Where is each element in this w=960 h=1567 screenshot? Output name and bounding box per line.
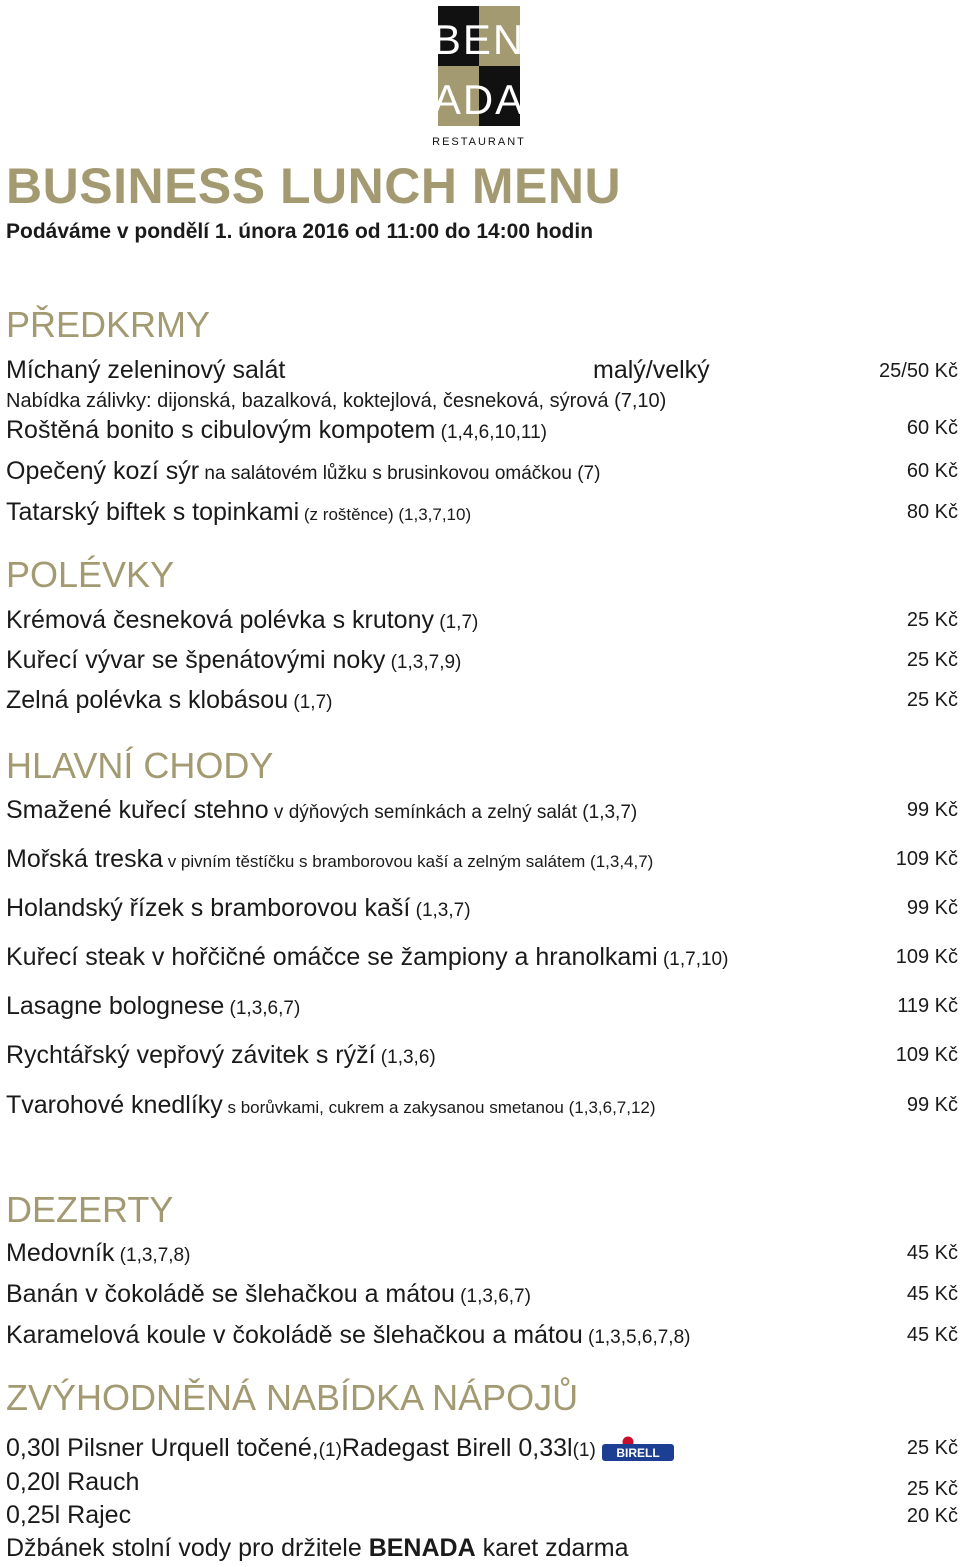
menu-item-extra: (1,7) [434,612,479,633]
menu-item-price: 119 Kč [897,995,958,1017]
menu-item-price: 25/50 Kč [879,360,958,382]
menu-item-extra: (1,3,6) [375,1047,436,1068]
menu-item-price: 109 Kč [895,946,958,968]
drink-name: Radegast Birell 0,33l [341,1434,573,1462]
menu-item [6,457,600,486]
menu-item-size: malý/velký [593,356,710,384]
section-heading-dezerty: DEZERTY [6,1189,174,1230]
brand-name: BENADA [368,1534,476,1562]
menu-item-extra: v pivním těstíčku s bramborovou kaší a zelným salátem (1,3,4,7) [162,852,654,871]
menu-item-price: 99 Kč [906,799,958,821]
menu-item [6,1321,690,1350]
logo-line1: BEN [432,16,526,63]
menu-item-price: 45 Kč [906,1242,958,1264]
menu-item [6,1041,436,1070]
menu-item-price: 25 Kč [906,649,958,671]
menu-item-name: Rychtářský vepřový závitek s rýží [6,1041,376,1069]
menu-item-name: Opečený kozí sýr [6,457,200,485]
menu-item-name: Tvarohové knedlíky [6,1091,223,1119]
menu-item-price: 45 Kč [906,1324,958,1346]
menu-item [6,1239,190,1268]
menu-item-name: Kuřecí steak v hořčičné omáčce se žampiony a hranolkami [6,943,658,971]
menu-item-name: Medovník [6,1239,115,1267]
drink-price: 20 Kč [906,1505,958,1527]
menu-item-name: Tatarský biftek s topinkami [6,498,300,526]
menu-item [6,796,637,825]
menu-item-extra: na salátovém lůžku s brusinkovou omáčkou (7) [199,463,601,484]
drink-name: 0,25l Rajec [6,1501,132,1529]
benada-logo [432,6,526,148]
menu-item-name: Míchaný zeleninový salát [6,356,286,384]
menu-item-price: 45 Kč [906,1283,958,1305]
drink-row [6,1434,674,1463]
menu-item-extra: (1,3,6,7) [224,998,301,1019]
menu-item-name: Kuřecí vývar se špenátovými noky [6,646,386,674]
water-offer-text: Džbánek stolní vody pro držitele [6,1534,369,1562]
menu-item [6,1280,531,1309]
drink-name: 0,30l Pilsner Urquell točené, [6,1434,319,1462]
section-heading-predkrmy: PŘEDKRMY [6,304,211,345]
section-heading-polevky: POLÉVKY [6,554,175,595]
menu-item-extra: (z roštěnce) (1,3,7,10) [299,505,472,524]
page-subtitle: Podáváme v pondělí 1. února 2016 od 11:00 do 14:00 hodin [6,220,594,243]
menu-item [6,894,471,923]
menu-item-extra: (1,3,6,7) [454,1286,531,1307]
water-offer-text: karet zdarma [475,1534,629,1562]
section-heading-napoje: ZVÝHODNĚNÁ NABÍDKA NÁPOJŮ [6,1377,579,1418]
menu-item [6,943,728,972]
menu-item-price: 99 Kč [906,897,958,919]
menu-item [6,1091,656,1120]
logo-line2: ADA [432,76,526,123]
water-offer [6,1534,628,1563]
menu-item [6,845,653,874]
birell-logo [602,1436,674,1462]
menu-item-extra: v dýňových semínkách a zelný salát (1,3,7) [268,802,638,823]
menu-item-extra: s borůvkami, cukrem a zakysanou smetanou (1,3,6,7,12) [222,1098,656,1117]
menu-item-name: Mořská treska [6,845,163,873]
menu-item-price: 60 Kč [906,460,958,482]
menu-item-price: 109 Kč [895,1044,958,1066]
logo-tagline: RESTAURANT [432,136,526,148]
menu-item [6,992,300,1021]
menu-item-price: 109 Kč [895,848,958,870]
drink-price: 25 Kč [906,1478,958,1500]
allergen-note: (1) [318,1440,342,1461]
menu-item-extra: (1,3,7) [410,900,471,921]
menu-item-extra: (1,3,7,9) [385,652,462,673]
menu-item-extra: (1,3,7,8) [114,1245,191,1266]
menu-item-price: 25 Kč [906,609,958,631]
menu-item [6,606,478,635]
drink-name: 0,20l Rauch [6,1468,140,1496]
menu-item-name: Krémová česneková polévka s krutony [6,606,434,634]
page-title: BUSINESS LUNCH MENU [6,158,622,214]
menu-item-name: Roštěná bonito s cibulovým kompotem [6,416,436,444]
birell-logo-text: BIRELL [616,1446,660,1461]
menu-item-price: 80 Kč [906,501,958,523]
menu-item [6,498,471,527]
menu-item [6,646,461,675]
menu-item-extra: (1,7,10) [657,949,729,970]
menu-item-price: 60 Kč [906,417,958,439]
menu-item [6,416,547,445]
menu-item-price: 99 Kč [906,1094,958,1116]
drink-price: 25 Kč [906,1437,958,1459]
allergen-note: (1) [572,1440,596,1461]
menu-item-extra: (1,7) [288,692,333,713]
menu-item-name: Holandský řízek s bramborovou kaší [6,894,411,922]
menu-item [6,686,332,715]
dressing-note: Nabídka zálivky: dijonská, bazalková, koktejlová, česneková, sýrová (7,10) [6,390,667,412]
menu-item-name: Karamelová koule v čokoládě se šlehačkou a mátou [6,1321,583,1349]
menu-item-extra: (1,3,5,6,7,8) [582,1327,691,1348]
menu-item-name: Zelná polévka s klobásou [6,686,289,714]
menu-item-price: 25 Kč [906,689,958,711]
menu-item-name: Banán v čokoládě se šlehačkou a mátou [6,1280,455,1308]
menu-item-extra: (1,4,6,10,11) [435,422,547,443]
section-heading-hlavni-chody: HLAVNÍ CHODY [6,745,274,786]
menu-item-name: Lasagne bolognese [6,992,225,1020]
menu-item-name: Smažené kuřecí stehno [6,796,269,824]
